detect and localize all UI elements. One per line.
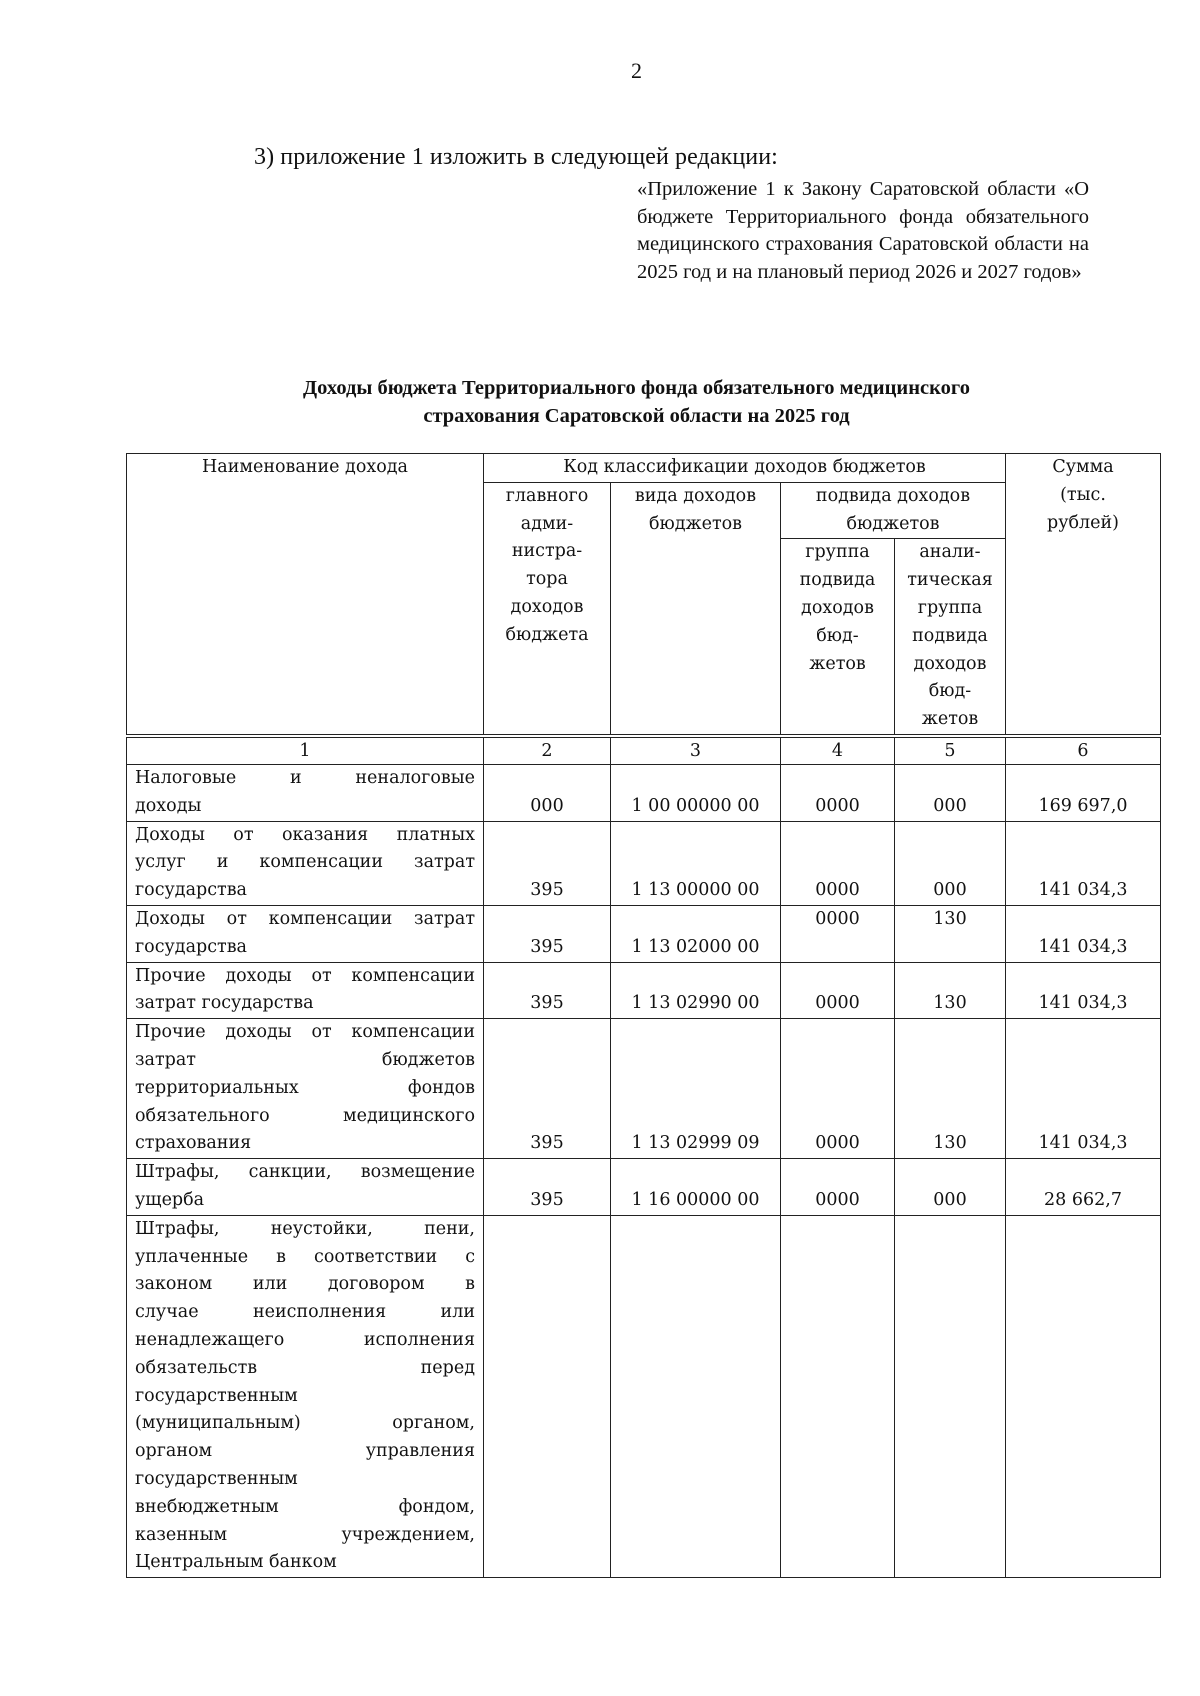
header-line: жетов [809, 653, 866, 674]
header-line: жетов [921, 709, 979, 730]
header-line: тора [526, 569, 568, 590]
column-number: 1 [127, 738, 484, 765]
analytic-group-code: 000 [895, 821, 1006, 905]
header-analytic-group [895, 539, 1006, 735]
income-name-line: Прочие доходы от компенсации [135, 965, 475, 986]
income-name-line: обязательств перед [135, 1357, 475, 1378]
table-row [127, 1019, 1161, 1159]
income-name-line: Доходы от оказания платных [135, 824, 475, 845]
income-name [127, 821, 484, 905]
header-line: бюд- [928, 681, 972, 702]
income-name-line: уплаченные в соответствии с [135, 1246, 475, 1267]
income-name-line: случае неисполнения или [135, 1302, 475, 1323]
table-row [127, 765, 1161, 822]
header-line: адми- [520, 513, 574, 534]
income-name-line: государственным [135, 1385, 298, 1406]
analytic-group-code: 000 [895, 1159, 1006, 1216]
type-code: 1 13 02990 00 [611, 962, 781, 1019]
admin-code: 395 [484, 1159, 611, 1216]
income-name-line: страхования [135, 1133, 252, 1154]
amount: 169 697,0 [1006, 765, 1161, 822]
type-code: 1 00 00000 00 [611, 765, 781, 822]
header-line: бюджета [505, 624, 589, 645]
amount: 141 034,3 [1006, 962, 1161, 1019]
analytic-group-code: 130 [895, 1019, 1006, 1159]
table-row [127, 962, 1161, 1019]
type-code [611, 1215, 781, 1577]
income-table [126, 737, 1161, 1578]
income-name-line: Налоговые и неналоговые [135, 768, 475, 788]
income-name-line: Штрафы, санкции, возмещение [135, 1162, 475, 1183]
amount [1006, 1215, 1161, 1577]
header-line: подвида доходов [815, 485, 971, 506]
income-name-line: затрат бюджетов [135, 1049, 475, 1070]
header-line: тическая [907, 570, 993, 591]
header-line: группа [805, 542, 870, 563]
header-line: вида доходов [634, 485, 757, 506]
column-number: 4 [781, 738, 895, 765]
amount: 141 034,3 [1006, 905, 1161, 962]
subtype-group-code [781, 1215, 895, 1577]
header-type [611, 482, 781, 734]
income-name-line: доходы [135, 795, 202, 816]
income-name-line: услуг и компенсации затрат [135, 852, 475, 873]
column-number: 6 [1006, 738, 1161, 765]
income-name-line: законом или договором в [135, 1274, 475, 1295]
subtype-group-code: 0000 [781, 1019, 895, 1159]
income-name [127, 1159, 484, 1216]
type-code: 1 16 00000 00 [611, 1159, 781, 1216]
income-name-line: Центральным банком [135, 1552, 337, 1573]
column-number: 2 [484, 738, 611, 765]
income-name-line: территориальных фондов [135, 1077, 475, 1098]
income-name [127, 1215, 484, 1577]
amount: 141 034,3 [1006, 821, 1161, 905]
income-name-line: государства [135, 880, 247, 901]
type-code: 1 13 02999 09 [611, 1019, 781, 1159]
admin-code: 395 [484, 1019, 611, 1159]
subtype-group-code: 0000 [781, 905, 895, 962]
header-sum-line: рублей) [1047, 512, 1119, 533]
analytic-group-code [895, 1215, 1006, 1577]
table-row [127, 1215, 1161, 1577]
income-name-line: государства [135, 936, 247, 957]
header-line: нистра- [511, 541, 583, 562]
income-name-line: (муниципальным) органом, [135, 1413, 475, 1434]
table-title-line-2: страхования Саратовской области на 2025 год [423, 405, 850, 427]
income-name-line: Прочие доходы от компенсации [135, 1022, 475, 1043]
income-name [127, 1019, 484, 1159]
income-name-line: государственным [135, 1468, 298, 1489]
table-row [127, 821, 1161, 905]
income-name-line: обязательного медицинского [135, 1105, 475, 1126]
page-number: 2 [631, 58, 642, 83]
header-sum-line: (тыс. [1060, 484, 1106, 505]
header-line: главного [505, 485, 589, 506]
amount: 28 662,7 [1006, 1159, 1161, 1216]
header-line: анали- [919, 542, 981, 563]
header-sum-line: Сумма [1052, 457, 1114, 477]
income-name-line: органом управления [135, 1441, 475, 1462]
type-code: 1 13 02000 00 [611, 905, 781, 962]
header-code-group: Код классификации доходов бюджетов [484, 454, 1006, 483]
admin-code [484, 1215, 611, 1577]
header-line: доходов [510, 596, 584, 617]
income-name [127, 765, 484, 822]
type-code: 1 13 00000 00 [611, 821, 781, 905]
header-line: доходов [913, 653, 987, 674]
table-row [127, 1159, 1161, 1216]
header-line: подвида [799, 570, 876, 591]
header-line: бюд- [816, 625, 859, 646]
table-title [0, 374, 1200, 430]
table-header [126, 453, 1161, 735]
header-name [127, 454, 484, 735]
header-line: доходов [801, 597, 874, 618]
header-subtype [781, 482, 1006, 539]
table-row [127, 905, 1161, 962]
admin-code: 395 [484, 962, 611, 1019]
analytic-group-code: 130 [895, 962, 1006, 1019]
income-name [127, 905, 484, 962]
income-name-line: казенным учреждением, [135, 1524, 475, 1545]
income-name-line: ущерба [135, 1189, 205, 1210]
header-line: бюджетов [846, 513, 940, 534]
amount: 141 034,3 [1006, 1019, 1161, 1159]
header-main-admin [484, 482, 611, 734]
admin-code: 000 [484, 765, 611, 822]
amendment-line: 3) приложение 1 изложить в следующей редакции: [254, 144, 778, 170]
subtype-group-code: 0000 [781, 765, 895, 822]
header-subtype-group [781, 539, 895, 735]
column-numbers-row [127, 738, 1161, 765]
income-name-line: ненадлежащего исполнения [135, 1329, 475, 1350]
header-line: группа [917, 597, 983, 618]
admin-code: 395 [484, 821, 611, 905]
table-title-line-1: Доходы бюджета Территориального фонда обязательного медицинского [303, 377, 970, 399]
income-name-line: затрат государства [135, 993, 314, 1014]
column-number: 5 [895, 738, 1006, 765]
subtype-group-code: 0000 [781, 1159, 895, 1216]
analytic-group-code: 130 [895, 905, 1006, 962]
income-name [127, 962, 484, 1019]
header-name-label: Наименование дохода [202, 457, 408, 477]
header-line: подвида [912, 625, 988, 646]
subtype-group-code: 0000 [781, 962, 895, 1019]
analytic-group-code: 000 [895, 765, 1006, 822]
income-name-line: Штрафы, неустойки, пени, [135, 1218, 475, 1239]
admin-code: 395 [484, 905, 611, 962]
income-name-line: Доходы от компенсации затрат [135, 908, 475, 929]
header-sum [1006, 454, 1161, 735]
appendix-note: «Приложение 1 к Закону Саратовской области «О бюджете Территориального фонда обязательного медицинского страхования Саратовской области на 2025 год и на плановый период 2026 и 2027 годов» [637, 178, 1089, 283]
column-number: 3 [611, 738, 781, 765]
header-line: бюджетов [648, 513, 743, 534]
income-name-line: внебюджетным фондом, [135, 1496, 475, 1517]
subtype-group-code: 0000 [781, 821, 895, 905]
